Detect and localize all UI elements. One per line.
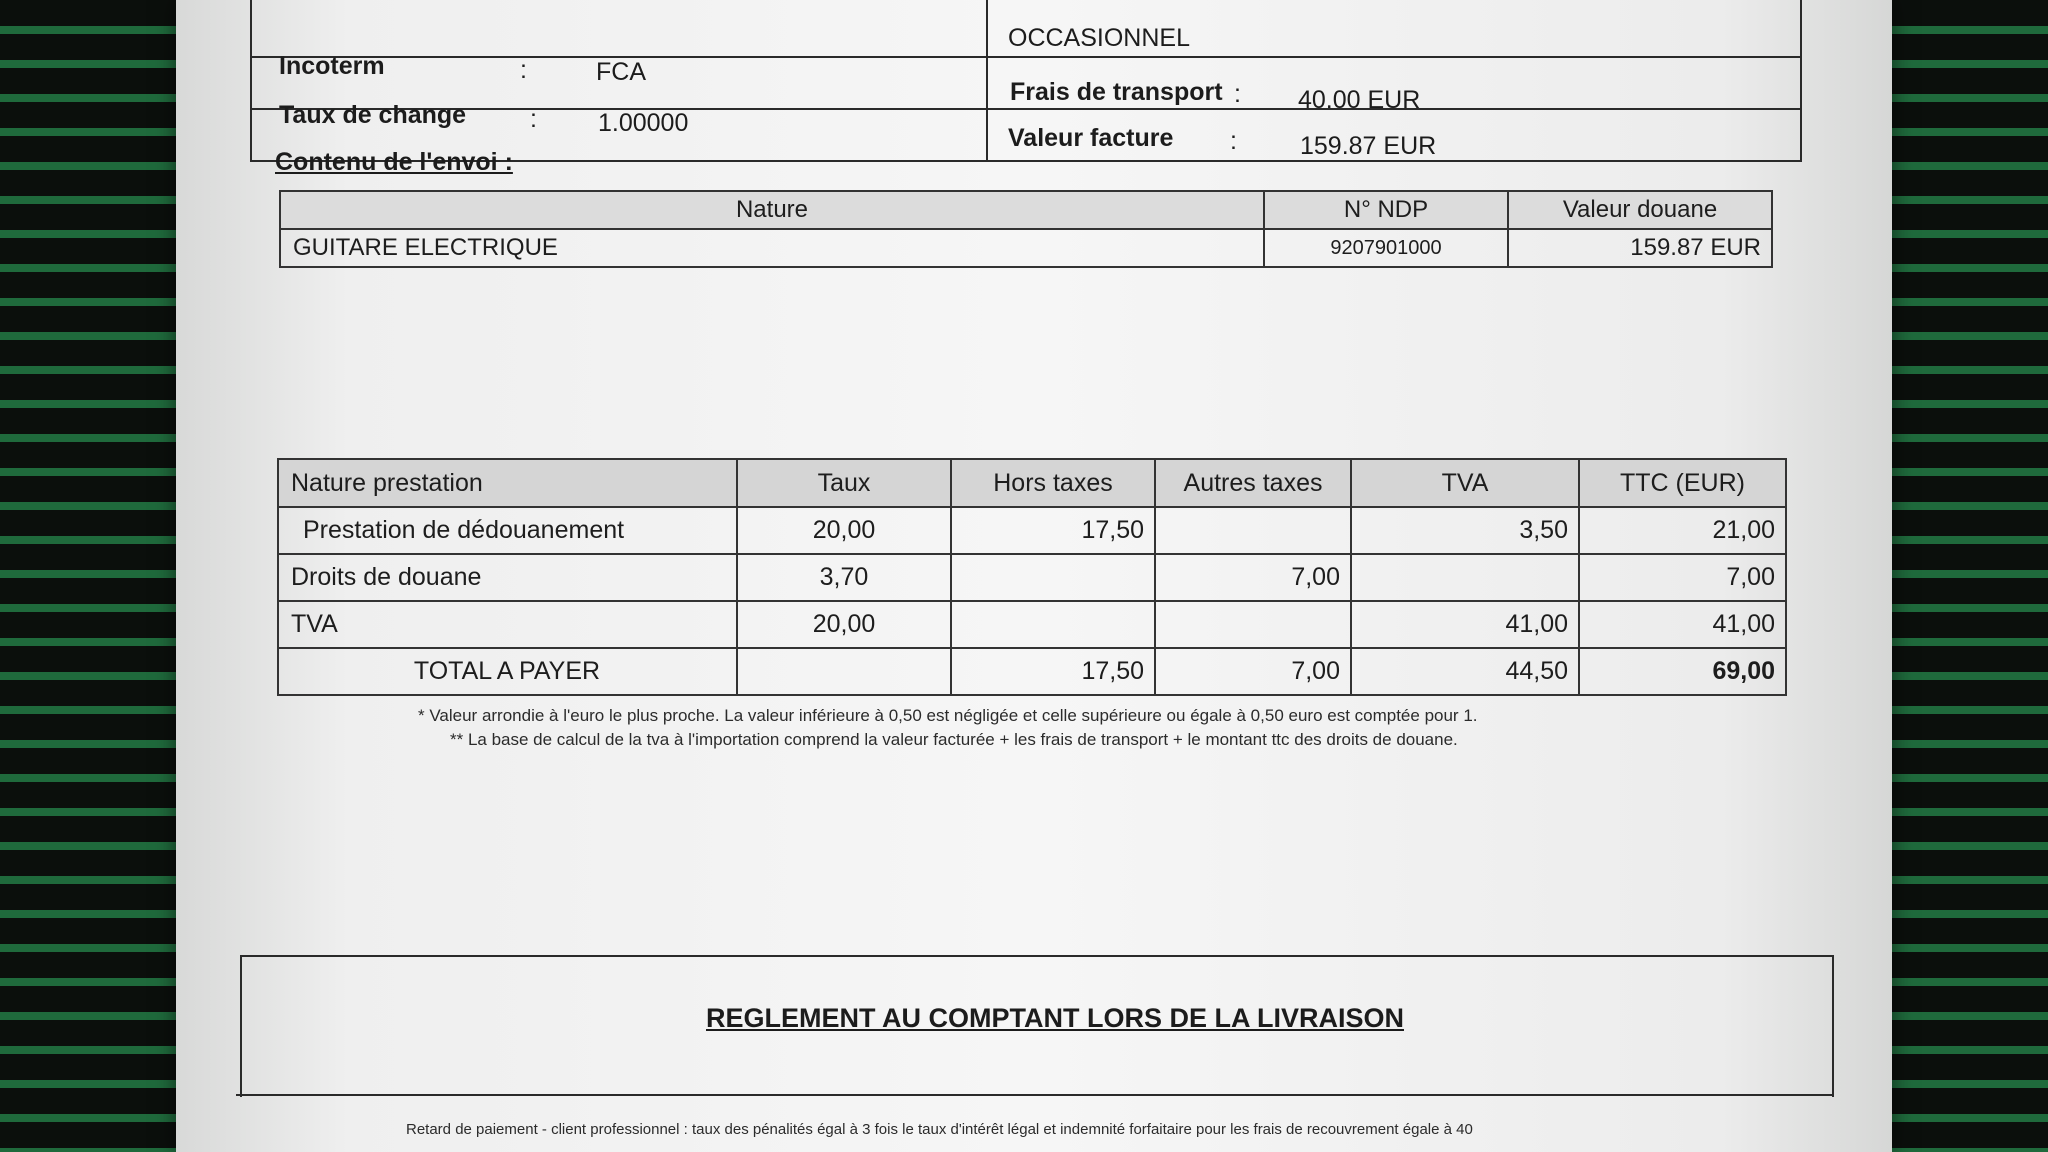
category-label: OCCASIONNEL: [1008, 24, 1190, 52]
services-header-row: [278, 459, 1786, 507]
shipment-table: [279, 190, 1773, 268]
note-vat-base: ** La base de calcul de la tva à l'importation comprend la valeur facturée + les frais de transport + le montant ttc des droits de douane.: [450, 730, 1458, 749]
shipment-header-row: [280, 191, 1772, 229]
service-other-taxes: [1155, 601, 1351, 648]
service-name: Droits de douane: [278, 554, 737, 601]
late-payment-notice: Retard de paiement - client professionnel : taux des pénalités égal à 3 fois le taux d'intérêt légal et indemnité forfaitaire pour les frais de recouvrement égale à 40: [406, 1121, 1473, 1138]
transport-value: 40.00 EUR: [1298, 86, 1421, 114]
service-total: 41,00: [1579, 601, 1786, 648]
shipment-title: Contenu de l'envoi :: [275, 148, 513, 176]
service-excl-tax: [951, 554, 1155, 601]
service-name: TVA: [278, 601, 737, 648]
service-total: 7,00: [1579, 554, 1786, 601]
transport-colon: :: [1234, 80, 1241, 108]
service-vat: 41,00: [1351, 601, 1579, 648]
note-rounding: * Valeur arrondie à l'euro le plus proche. La valeur inférieure à 0,50 est négligée et celle supérieure ou égale à 0,50 euro est comptée pour 1.: [418, 706, 1478, 725]
service-excl-tax: 17,50: [951, 507, 1155, 554]
incoterm-label: Incoterm: [279, 52, 385, 80]
total-vat: 44,50: [1351, 648, 1579, 695]
exchange-value: 1.00000: [598, 109, 689, 137]
service-other-taxes: [1155, 507, 1351, 554]
col-customs-value: Valeur douane: [1508, 191, 1772, 229]
services-table: [277, 458, 1787, 696]
col-ndp: N° NDP: [1264, 191, 1508, 229]
total-rate: [737, 648, 951, 695]
invoice-label: Valeur facture: [1008, 124, 1174, 152]
col-nature: Nature: [280, 191, 1264, 229]
col-total-incl-tax: TTC (EUR): [1579, 459, 1786, 507]
shipment-row: [280, 229, 1772, 267]
col-other-taxes: Autres taxes: [1155, 459, 1351, 507]
col-vat: TVA: [1351, 459, 1579, 507]
col-service: Nature prestation: [278, 459, 737, 507]
service-rate: 20,00: [737, 601, 951, 648]
payment-terms: REGLEMENT AU COMPTANT LORS DE LA LIVRAISON: [706, 1003, 1404, 1033]
transport-label: Frais de transport: [1010, 78, 1223, 106]
item-ndp: 9207901000: [1264, 229, 1508, 267]
service-rate: 3,70: [737, 554, 951, 601]
col-rate: Taux: [737, 459, 951, 507]
total-excl-tax: 17,50: [951, 648, 1155, 695]
col-excl-tax: Hors taxes: [951, 459, 1155, 507]
service-vat: 3,50: [1351, 507, 1579, 554]
payment-divider: [236, 1094, 1834, 1096]
total-other-taxes: 7,00: [1155, 648, 1351, 695]
exchange-colon: :: [530, 105, 537, 133]
service-total: 21,00: [1579, 507, 1786, 554]
total-amount: 69,00: [1579, 648, 1786, 695]
service-row: [278, 507, 1786, 554]
service-name: Prestation de dédouanement: [278, 507, 737, 554]
service-rate: 20,00: [737, 507, 951, 554]
exchange-label: Taux de change: [279, 101, 467, 129]
incoterm-value: FCA: [596, 58, 646, 86]
item-nature: GUITARE ELECTRIQUE: [280, 229, 1264, 267]
service-row: [278, 554, 1786, 601]
service-row: [278, 601, 1786, 648]
service-vat: [1351, 554, 1579, 601]
service-other-taxes: 7,00: [1155, 554, 1351, 601]
service-excl-tax: [951, 601, 1155, 648]
total-label: TOTAL A PAYER: [278, 648, 737, 695]
incoterm-colon: :: [520, 56, 527, 84]
item-customs-value: 159.87 EUR: [1508, 229, 1772, 267]
invoice-value: 159.87 EUR: [1300, 132, 1437, 160]
total-row: [278, 648, 1786, 695]
invoice-colon: :: [1230, 127, 1237, 155]
